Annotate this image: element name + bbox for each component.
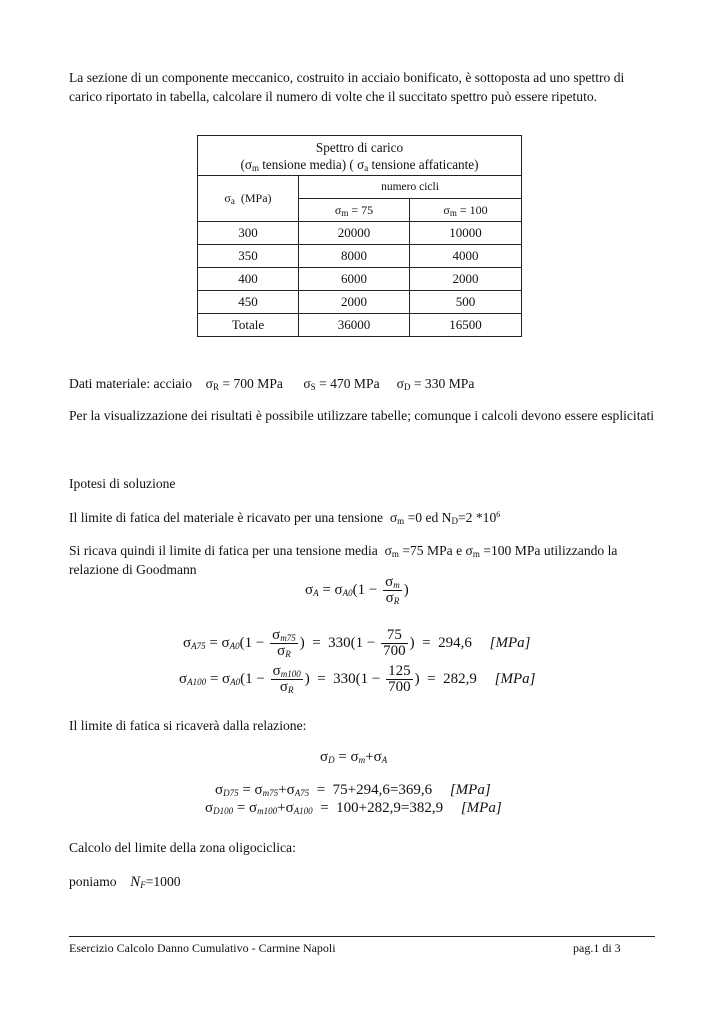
eq75-val1: 330: [328, 634, 351, 651]
cell-sa: 300: [198, 222, 299, 245]
col-sm100-value: = 100: [459, 202, 488, 217]
goodman-paragraph: Si ricava quindi il limite di fatica per una tensione media $\sigma_m =75$ MPa e $\sigma_m =100$ MPa utilizzando la relazione di Goodmann: [69, 543, 618, 577]
note-paragraph: Per la visualizzazione dei risultati è possibile utilizzare tabelle; comunque i calcoli devono essere esplicitati: [69, 408, 655, 423]
col-sa-header: $\sigma_a$ (MPa): [198, 176, 299, 222]
cell-c100: 16500: [410, 314, 522, 337]
goodman-text-c: =100 MPa utilizzando la relazione di Goodmann: [69, 543, 618, 577]
col-sm100-header: $\sigma_m = 100$: [410, 199, 522, 222]
cell-c75: 8000: [299, 245, 410, 268]
load-spectrum-table: [197, 135, 522, 337]
table-row: [198, 314, 522, 337]
cell-c100: 500: [410, 291, 522, 314]
eq75-den: 700: [383, 643, 406, 659]
table-row: [198, 222, 522, 245]
cell-c75: 6000: [299, 268, 410, 291]
ricavera-paragraph: Il limite di fatica si ricaverà dalla relazione:: [69, 718, 307, 733]
limite1-text-c: =2 *10: [458, 510, 497, 525]
table-row: [198, 291, 522, 314]
eq75-num: 75: [381, 628, 408, 644]
cycles-header: numero cicli: [299, 176, 522, 199]
eqd75-unit: [MPa]: [449, 782, 491, 798]
eq75-unit: [MPa]: [489, 634, 531, 651]
cell-c100: 10000: [410, 222, 522, 245]
sigma-d-value: = 330 MPa: [413, 376, 475, 391]
table-title: Spettro di carico: [315, 139, 404, 155]
footer-divider: [69, 936, 655, 937]
table-subtitle-a: tensione media) (: [262, 156, 354, 172]
cell-c75: 36000: [299, 314, 410, 337]
eq100-val1: 330: [333, 670, 356, 687]
footer-page-number: pag.1 di 3: [573, 941, 621, 955]
col-sm75-header: $\sigma_m = 75$: [299, 199, 410, 222]
poniamo-line: poniamo $N_F=1000$: [69, 874, 181, 890]
limite1-exponent: 6: [496, 510, 501, 519]
eqd100-expr: 100+282,9=382,9: [336, 800, 444, 816]
eq100-result: 282,9: [443, 670, 477, 687]
poniamo-label: poniamo: [69, 874, 117, 889]
equation-sa75: $\sigma_{A75} = \sigma_{A0}(1$ − $\frac{\sigma_{m75}}{\sigma_R}$ ) = 330(1 − $\frac{75}{700}$ ) = 294,6 [MPa]: [183, 627, 531, 659]
limite1-text-b: =0 ed N: [407, 510, 452, 525]
col-sa-unit: (MPa): [240, 191, 272, 205]
eqd100-unit: [MPa]: [460, 800, 502, 816]
cell-c75: 2000: [299, 291, 410, 314]
material-label: Dati materiale: acciaio: [69, 376, 193, 391]
nf-value: =1000: [145, 874, 181, 889]
cell-sa: Totale: [198, 314, 299, 337]
material-data: Dati materiale: acciaio $\sigma_R = 700$ MPa $\sigma_S = 470$ MPa $\sigma_D = 330$ MPa: [69, 376, 475, 392]
equation-sd100: $\sigma_{D100} = \sigma_{m100}+\sigma_{A100} = 100+282,9=382,9$ [MPa]: [205, 800, 502, 816]
goodman-text-b: =75 MPa e: [402, 543, 463, 558]
cell-sa: 350: [198, 245, 299, 268]
limite1-text-a: Il limite di fatica del materiale è ricavato per una tensione: [69, 510, 384, 525]
eq75-result: 294,6: [438, 634, 472, 651]
equation-sa100: $\sigma_{A100} = \sigma_{A0}(1$ − $\frac{\sigma_{m100}}{\sigma_R}$ ) = 330(1 − $\frac{125}{700}$ ) = 282,9 [MPa]: [179, 663, 536, 695]
cell-sa: 450: [198, 291, 299, 314]
eq100-unit: [MPa]: [494, 670, 536, 687]
cell-sa: 400: [198, 268, 299, 291]
fatigue-limit-paragraph: Il limite di fatica del materiale è ricavato per una tensione $\sigma_m =0$ ed $N_D=2$ $*10^6$: [69, 510, 501, 526]
goodman-formula: $\sigma_A = \sigma_{A0}(1$ − $\frac{\sigma_m}{\sigma_R}$ ): [305, 574, 409, 606]
oligo-paragraph: Calcolo del limite della zona oligociclica:: [69, 840, 296, 855]
equation-sd75: $\sigma_{D75} = \sigma_{m75}+\sigma_{A75} = 75+294,6=369,6$ [MPa]: [215, 782, 491, 798]
goodman-text-a: Si ricava quindi il limite di fatica per una tensione media: [69, 543, 378, 558]
table-header: Spettro di carico ($\sigma_m$ tensione media) ( $\sigma_a$ tensione affaticante): [198, 136, 522, 176]
footer-left: Esercizio Calcolo Danno Cumulativo - Carmine Napoli: [69, 941, 336, 955]
table-subtitle-b: tensione affaticante): [371, 156, 479, 172]
cell-c75: 20000: [299, 222, 410, 245]
eqd75-expr: 75+294,6=369,6: [332, 782, 433, 798]
sigma-s-value: = 470 MPa: [319, 376, 380, 391]
ipotesi-heading: Ipotesi di soluzione: [69, 476, 176, 491]
table-row: [198, 268, 522, 291]
sigma-d-formula: $\sigma_D = \sigma_m+\sigma_A$: [320, 749, 388, 765]
eq100-num: 125: [388, 663, 411, 679]
sigma-r-value: = 700 MPa: [222, 376, 283, 391]
col-sm75-value: = 75: [351, 202, 374, 217]
cell-c100: 4000: [410, 245, 522, 268]
eq100-den: 700: [388, 679, 411, 695]
table-row: [198, 245, 522, 268]
intro-paragraph: La sezione di un componente meccanico, costruito in acciaio bonificato, è sottoposta ad uno spettro di carico riportato in tabella, calcolare il numero di volte che il succitato spettro può essere ripetuto.: [69, 70, 625, 104]
cell-c100: 2000: [410, 268, 522, 291]
